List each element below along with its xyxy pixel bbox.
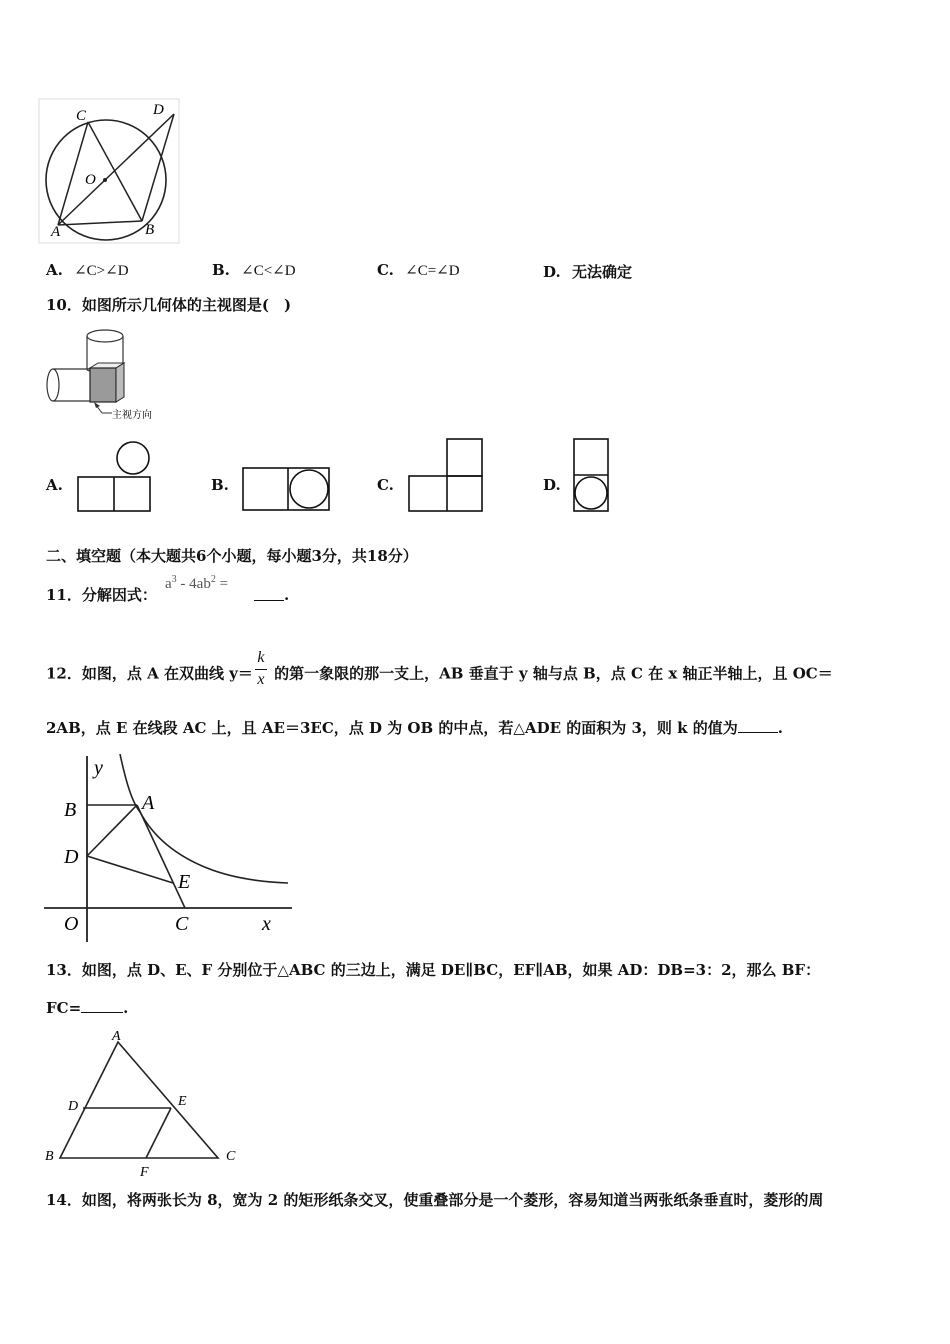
q12-label-C: C [175,913,189,935]
q12-frac-num: k [257,649,265,666]
q10-side-cylinder-end [47,369,59,401]
q12-line1-post: 的第一象限的那一支上，AB 垂直于 y 轴与点 B，点 C 在 x 轴正半轴上，且 OC＝ [268,664,833,683]
q10-cube-front [90,368,116,402]
q12-frac-bar [255,669,267,670]
q12-label-A: A [142,792,155,814]
q11-expr-exp2: 2 [210,574,216,585]
q11-expr-mid: - 4ab [176,576,211,592]
q12-seg-DE [87,856,173,883]
q10-stem: 10．如图所示几何体的主视图是( ) [46,296,292,314]
q12-label-y: y [94,757,103,779]
q10-c-bottom-rect [409,476,482,511]
q13-answer-blank[interactable] [81,998,123,1013]
q10-option-b-letter[interactable]: B. [211,476,229,494]
q9-label-D: D [153,102,164,118]
q9-center-dot [103,178,107,182]
q11-tail: . [284,586,290,604]
q12-label-E: E [178,871,191,893]
q9-option-c-letter: C. [377,261,394,279]
q12-line1 [46,649,833,694]
q13-label-D: D [68,1099,79,1114]
q9-line-CA [58,122,88,225]
q9-option-d-text: 无法确定 [571,263,632,281]
q13-line2-tail: . [123,999,129,1017]
q9-option-b[interactable] [212,261,296,280]
q9-option-b-letter: B. [212,261,230,279]
q14-line1: 14．如图，将两张长为 8，宽为 2 的矩形纸条交叉，使重叠部分是一个菱形，容易知道当两张纸条垂直时，菱形的周 [46,1191,824,1209]
q9-option-a[interactable] [46,261,129,280]
q13-label-F: F [140,1165,149,1180]
q9-option-a-letter: A. [46,261,63,279]
q10-option-c-figure[interactable] [407,437,487,514]
q13-label-E: E [178,1094,187,1109]
q11-expression [165,574,228,593]
q13-line2-text: FC= [46,999,82,1017]
q12-hyperbola [120,754,288,883]
q9-label-B: B [145,222,155,238]
q9-line-AB [58,221,142,225]
q12-line2-text: 2AB，点 E 在线段 AC 上，且 AE＝3EC，点 D 为 OB 的中点，若△ADE 的面积为 3，则 k 的值为 [46,719,738,737]
q9-line-CB [88,122,142,221]
q10-solid-figure [44,326,169,424]
q9-option-c-text: ∠C=∠D [405,263,460,279]
q10-option-b-figure[interactable] [241,466,333,514]
q9-label-O: O [85,172,96,188]
q10-b-rect [243,468,329,510]
q12-line1-pre: 12．如图，点 A 在双曲线 y＝ [46,664,253,683]
q9-option-b-text: ∠C<∠D [241,263,296,279]
q10-b-circle [290,470,328,508]
q10-d-circle [575,477,607,509]
q11-expr-a: a [165,576,172,592]
q9-option-c[interactable] [377,261,460,280]
q10-view-caption: 主视方向 [112,410,152,421]
q10-option-c-letter[interactable]: C. [377,476,394,494]
q13-seg-EF [146,1108,171,1158]
q11-answer-blank[interactable] [254,586,284,601]
q11-expr-exp1: 3 [171,574,177,585]
q12-fraction [255,649,267,688]
q10-top-cylinder-top [87,330,123,342]
q9-line-AD [58,114,174,225]
q13-line2 [46,998,128,1018]
q10-option-a-figure[interactable] [76,440,154,514]
q9-label-C: C [76,108,87,124]
q12-label-D: D [64,846,79,868]
q11-expr-eq: = [215,576,229,592]
q10-c-top-square [447,439,482,476]
q12-label-B: B [64,799,77,821]
q13-triangle-figure [42,1028,247,1180]
q12-answer-blank[interactable] [738,718,778,733]
q12-line2 [46,718,783,738]
q13-label-B: B [45,1149,54,1164]
q10-option-a-letter[interactable]: A. [46,476,63,494]
q9-option-d[interactable] [543,261,632,282]
q13-label-C: C [226,1149,236,1164]
q13-label-A: A [112,1029,121,1044]
q9-option-a-text: ∠C>∠D [74,263,129,279]
q10-a-circle [117,442,149,474]
q10-cube-side [116,363,124,402]
q12-line2-tail: . [777,719,783,737]
q9-label-A: A [51,224,61,240]
q13-triangle-ABC [60,1042,218,1158]
q11-stem: 11．分解因式： [46,586,157,604]
q10-option-d-letter[interactable]: D. [543,476,561,494]
q12-label-O: O [64,913,79,935]
q9-circle-figure [38,98,183,246]
q9-option-d-letter: D. [543,263,561,281]
q12-hyperbola-figure [42,752,294,944]
q12-frac-den: x [257,671,265,688]
q10-option-d-figure[interactable] [572,437,612,515]
section2-heading: 二、填空题（本大题共6个小题，每小题3分，共18分） [46,547,418,565]
q13-line1: 13．如图，点 D、E、F 分别位于△ABC 的三边上，满足 DE∥BC，EF∥AB，如果 AD：DB=3：2，那么 BF： [46,961,821,979]
q12-seg-DA [87,805,137,856]
q12-label-x: x [262,913,271,935]
